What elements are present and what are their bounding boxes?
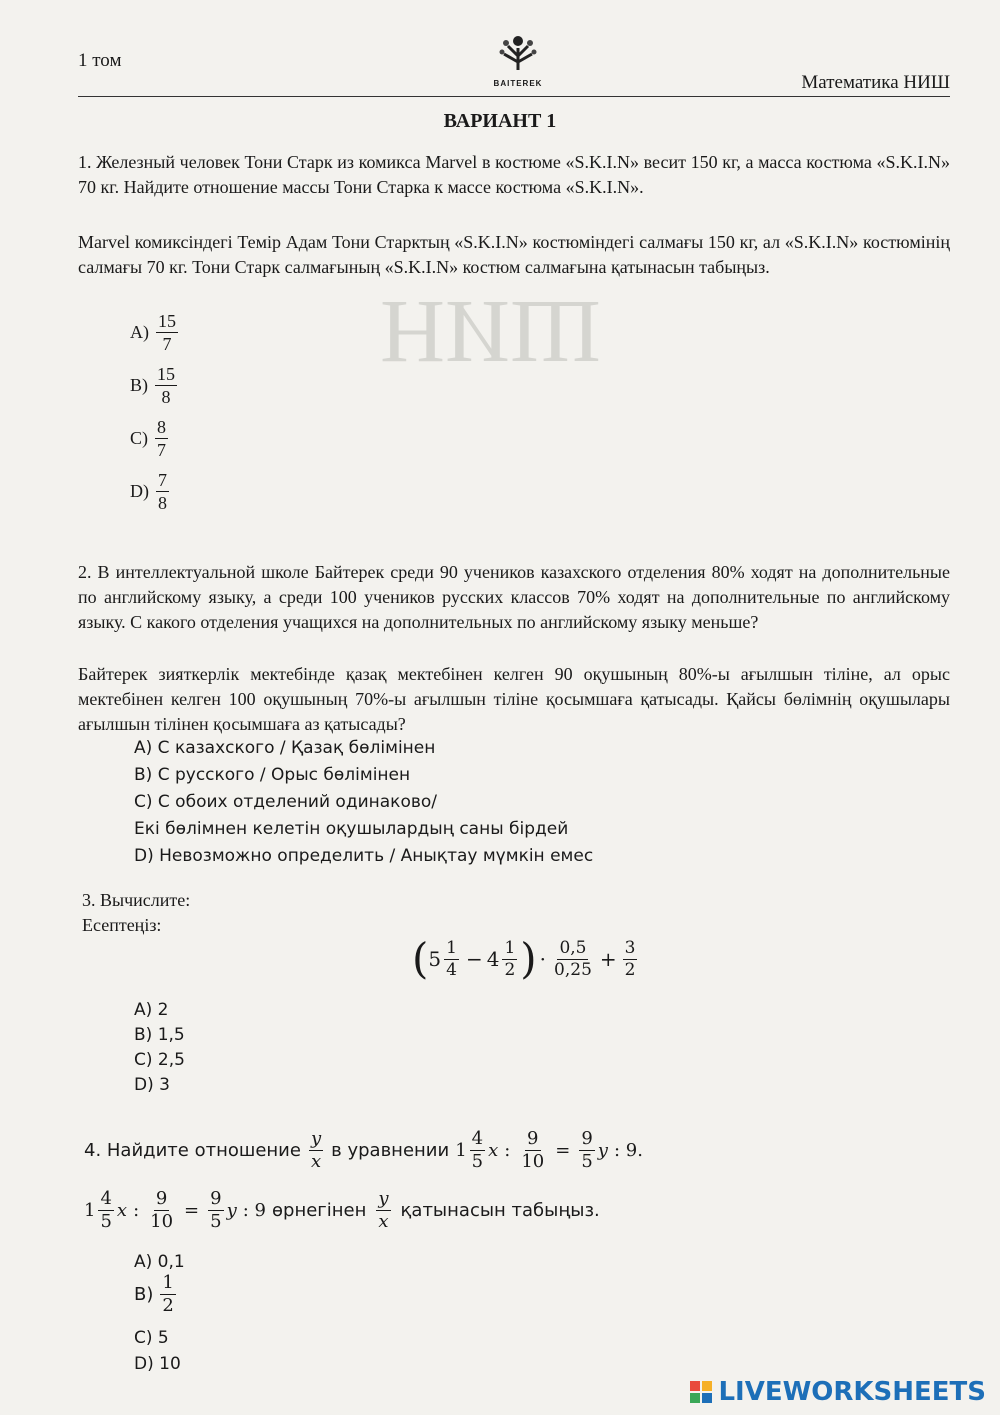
var-y: y <box>310 1128 322 1149</box>
numerator: 9 <box>527 1128 539 1149</box>
denominator: 2 <box>624 959 636 980</box>
q4-kz-end: қатынасын табыңыз. <box>400 1199 600 1221</box>
plus-sign: + <box>599 947 617 971</box>
multiply-sign: · <box>539 947 547 971</box>
numerator: 3 <box>624 937 636 958</box>
q1-text-ru: 1. Железный человек Тони Старк из комикса Marvel в костюме «S.K.I.N» весит 150 кг, а масса костюма «S.K.I.N» 70 кг. Найдите отношение массы Тони Старка к массе костюма «S.K.I.N». <box>78 152 950 197</box>
numerator: 1 <box>446 937 457 958</box>
q4-option-a[interactable]: A) 0,1 <box>134 1252 185 1272</box>
logo-text: BAITEREK <box>493 79 543 88</box>
numerator: 9 <box>581 1128 593 1149</box>
whole: 1 <box>455 1139 467 1161</box>
colon: : <box>133 1199 140 1221</box>
denominator: 2 <box>504 959 516 980</box>
var-y: y <box>226 1199 237 1221</box>
var-x: x <box>116 1199 128 1221</box>
equation-tail: : 9 <box>242 1199 267 1221</box>
q1-text-kz: Marvel комиксіндегі Темір Адам Тони Старктың «S.K.I.N» костюміндегі салмағы 150 кг, ал «S.K.I.N» костюмінің салмағы 70 кг. Тони Старк салмағының «S.K.I.N» костюм салмағына қатынасын табыңыз. <box>78 232 950 277</box>
denominator: 8 <box>158 493 167 513</box>
q2-option-a[interactable]: A) С казахского / Қазақ бөлімінен <box>134 738 436 758</box>
q2-text-ru: 2. В интеллектуальной школе Байтерек среди 90 учеников казахского отделения 80% ходят на дополнительные по английскому языку, а среди 100 учеников русских классов 70% ходят на дополнительные по английскому языку. С какого отделения учащихся на дополнительных по английскому языку меньше? <box>78 562 950 632</box>
q1-option-c[interactable] <box>130 418 171 459</box>
denominator: 2 <box>162 1295 174 1316</box>
option-label: B) <box>134 1284 154 1305</box>
var-y: y <box>597 1139 608 1161</box>
q4-kz-middle: өрнегінен <box>272 1199 367 1221</box>
denominator: 10 <box>521 1151 545 1172</box>
numerator: 8 <box>157 417 166 437</box>
equation-tail: : 9. <box>613 1139 643 1161</box>
numerator: 9 <box>155 1188 168 1209</box>
q1-option-a[interactable] <box>130 312 181 353</box>
q4-option-c[interactable]: C) 5 <box>134 1328 169 1348</box>
q4-prefix: 4. Найдите отношение <box>84 1139 301 1161</box>
q4-text-ru <box>84 1130 643 1171</box>
numerator: 9 <box>210 1188 222 1209</box>
q2-option-c-kz: Екі бөлімнен келетін оқушылардың саны бірдей <box>134 819 569 839</box>
q3-text-kz: Есептеңіз: <box>82 915 162 935</box>
equals-sign: = <box>555 1139 571 1161</box>
var-x: x <box>310 1151 322 1172</box>
denominator: 5 <box>471 1151 484 1172</box>
q3-text-ru: 3. Вычислите: <box>82 890 191 910</box>
liveworksheets-logo-icon <box>690 1381 712 1403</box>
equals-sign: = <box>184 1199 200 1221</box>
paren-open: ( <box>412 934 429 983</box>
option-label: B) <box>130 375 148 395</box>
paren-close: ) <box>520 934 537 983</box>
numerator: 1 <box>162 1272 174 1293</box>
denominator: 7 <box>157 440 166 460</box>
numerator: 4 <box>471 1128 484 1149</box>
q2-option-c[interactable]: C) С обоих отделений одинаково/ <box>134 792 437 812</box>
variant-title: ВАРИАНТ 1 <box>443 110 557 132</box>
whole: 4 <box>486 947 500 971</box>
q3-option-b[interactable]: B) 1,5 <box>134 1025 185 1045</box>
numerator: 15 <box>157 364 175 384</box>
option-label: D) <box>130 481 149 501</box>
watermark-text: LIVEWORKSHEETS <box>718 1377 986 1407</box>
denominator: 8 <box>161 387 171 407</box>
q4-middle: в уравнении <box>331 1139 450 1161</box>
liveworksheets-watermark <box>690 1377 986 1407</box>
baiterek-logo <box>488 30 548 88</box>
colon: : <box>504 1139 511 1161</box>
option-label: C) <box>130 428 148 448</box>
q3-formula <box>412 934 640 983</box>
q2-text-kz: Байтерек зияткерлік мектебінде қазақ мектебінен келген 90 оқушының 80%-ы ағылшын тіліне, ал орыс мектебінен келген 100 оқушының 70%-ы ағылшын тіліне қосымшаға қатысады. Қайсы бөлімнің оқушылары ағылшын тілінен қосымшаға аз қатысады? <box>78 664 950 734</box>
subject-label: Математика НИШ <box>801 72 950 93</box>
q4-text-kz <box>84 1190 600 1231</box>
numerator: 7 <box>158 470 167 490</box>
q4-option-b[interactable] <box>134 1274 179 1315</box>
q1-option-b[interactable] <box>130 365 180 406</box>
header-rule <box>78 96 950 97</box>
q1-option-d[interactable] <box>130 471 172 512</box>
denominator: 4 <box>446 959 457 980</box>
show-through: НИШ <box>380 282 601 381</box>
q3-option-a[interactable]: A) 2 <box>134 1000 169 1020</box>
tree-icon <box>496 30 540 74</box>
numerator: 15 <box>158 311 176 331</box>
denominator: 5 <box>210 1211 222 1232</box>
minus-sign: − <box>465 947 483 971</box>
q3-option-d[interactable]: D) 3 <box>134 1075 170 1095</box>
denominator: 10 <box>150 1211 174 1232</box>
numerator: 4 <box>100 1188 112 1209</box>
denominator: 0,25 <box>554 959 592 980</box>
numerator: 0,5 <box>559 937 587 958</box>
numerator: 1 <box>504 937 516 958</box>
q3-option-c[interactable]: C) 2,5 <box>134 1050 185 1070</box>
var-y: y <box>378 1188 389 1209</box>
q4-option-d[interactable]: D) 10 <box>134 1354 181 1374</box>
var-x: x <box>488 1139 499 1161</box>
var-x: x <box>378 1211 389 1232</box>
option-label: A) <box>130 322 149 342</box>
denominator: 5 <box>581 1151 593 1172</box>
denominator: 5 <box>100 1211 112 1232</box>
denominator: 7 <box>162 334 172 354</box>
q2-option-b[interactable]: B) С русского / Орыс бөлімінен <box>134 765 411 785</box>
whole: 5 <box>428 947 442 971</box>
q2-option-d[interactable]: D) Невозможно определить / Анықтау мүмкін емес <box>134 846 594 866</box>
volume-label: 1 том <box>78 50 122 71</box>
whole: 1 <box>84 1199 96 1221</box>
